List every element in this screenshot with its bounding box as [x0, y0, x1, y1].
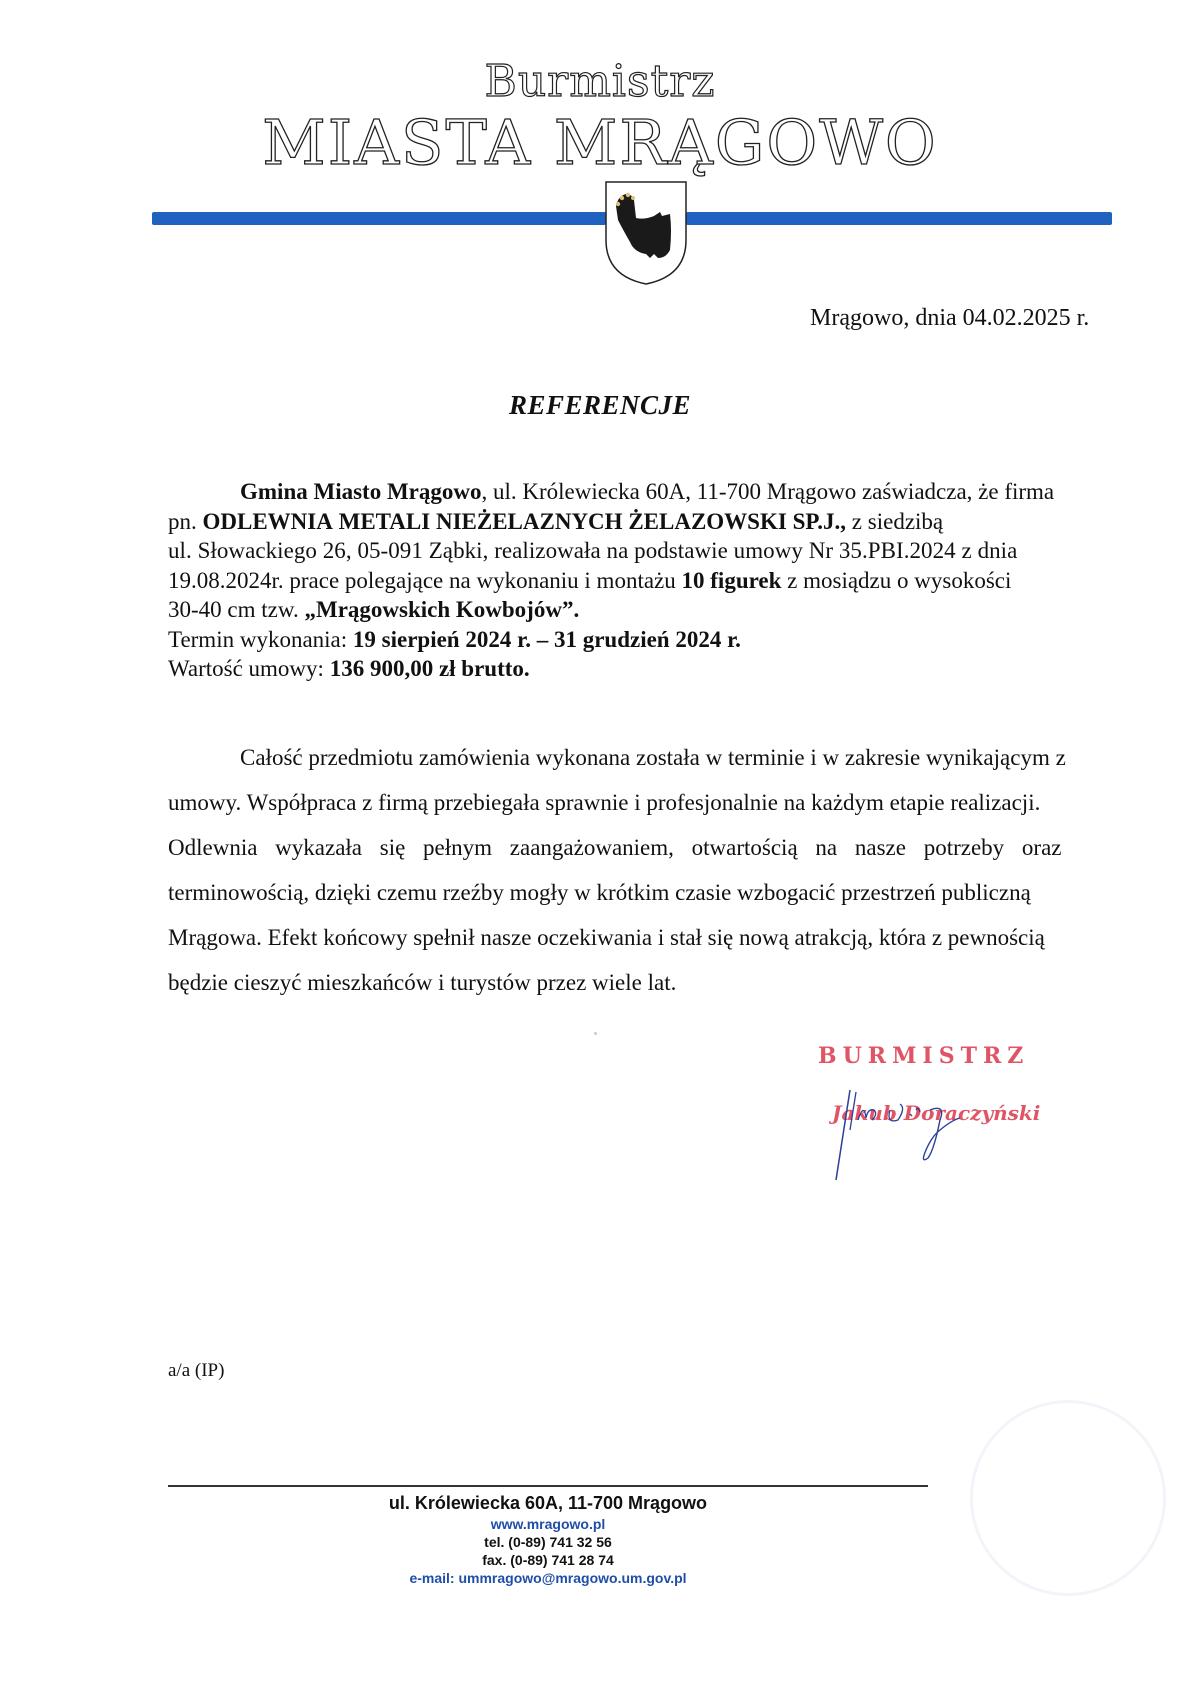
- quantity-figurines: 10 figurek: [681, 567, 782, 593]
- stamp-name: Jakub Doraczyński: [832, 1101, 1041, 1125]
- text: z mosiądzu o wysokości: [781, 567, 1012, 593]
- word: pn.: [168, 508, 197, 534]
- completion-period: 19 sierpień 2024 r. – 31 grudzień 2024 r.: [352, 626, 741, 652]
- issuer-address: , ul. Królewiecka 60A, 11-700 Mrągowo zaświadcza, że firma: [481, 479, 1055, 504]
- document-title: REFERENCJE: [508, 390, 692, 420]
- paragraph-line: będzie cieszyć mieszkańców i turystów przez wiele lat.: [168, 970, 677, 995]
- footer-website-link[interactable]: www.mragowo.pl: [490, 1516, 606, 1532]
- text: Wartość umowy:: [168, 656, 330, 681]
- company-word: SP.J.,: [792, 508, 847, 534]
- issuer-name: Gmina Miasto Mrągowo: [240, 479, 482, 504]
- paragraph-line: Odlewnia wykazała się pełnym zaangażowaniem, otwartością na nasze potrzeby oraz: [168, 835, 1062, 860]
- letterhead-title-city: MIASTA MRĄGOWO: [262, 106, 938, 179]
- paragraph-line-company: [168, 507, 1120, 537]
- scan-speck: [594, 1032, 597, 1035]
- letterhead-bar-left: [152, 212, 606, 225]
- paragraph-line: [168, 566, 1120, 596]
- letterhead-title-burmistrz: Burmistrz: [484, 56, 716, 107]
- word: siedzibą: [867, 508, 944, 534]
- paragraph-line: [168, 625, 1120, 655]
- contract-value: 136 900,00 zł brutto.: [329, 656, 530, 681]
- text: 19.08.2024r. prace polegające na wykonaniu i montażu: [168, 567, 682, 593]
- footer-address: ul. Królewiecka 60A, 11-700 Mrągowo: [388, 1493, 708, 1513]
- paragraph-line: [168, 477, 1120, 507]
- footer-contact: [168, 1491, 928, 1587]
- letterhead-bar-right: [686, 212, 1112, 225]
- footer-phone: tel. (0-89) 741 32 56: [484, 1534, 612, 1550]
- paragraph-line: Mrągowa. Efekt końcowy spełnił nasze oczekiwania i stał się nową atrakcją, która z pewnością: [168, 925, 1045, 950]
- paragraph-line: [168, 654, 1120, 684]
- company-word: ODLEWNIA: [202, 508, 333, 534]
- faint-seal-imprint: [970, 1400, 1166, 1596]
- footer-email-link[interactable]: e-mail: ummragowo@mragowo.um.gov.pl: [409, 1570, 687, 1586]
- footer-fax: fax. (0-89) 741 28 74: [482, 1552, 614, 1568]
- paragraph-line: terminowością, dzięki czemu rzeźby mogły w krótkim czasie wzbogacić przestrzeń publiczną: [168, 880, 1031, 905]
- paragraph-line: ul. Słowackiego 26, 05-091 Ząbki, realizowała na podstawie umowy Nr 35.PBI.2024 z dnia: [168, 538, 1018, 563]
- bear-paw-crest-icon: [604, 180, 688, 286]
- company-word: METALI: [338, 508, 431, 534]
- stamp-title: BURMISTRZ: [818, 1043, 1030, 1069]
- paragraph-line: Całość przedmiotu zamówienia wykonana została w terminie i w zakresie wynikającym z: [240, 745, 1066, 770]
- handwritten-signature: [820, 1080, 1000, 1190]
- project-name: „Mrągowskich Kowbojów”.: [304, 597, 580, 622]
- word: z: [851, 508, 863, 534]
- text: 30-40 cm tzw.: [168, 597, 305, 622]
- footer-divider: [168, 1485, 928, 1487]
- initials-reference: a/a (IP): [168, 1360, 225, 1381]
- paragraph-evaluation: [168, 735, 1120, 1005]
- company-word: ŻELAZOWSKI: [628, 508, 787, 534]
- paragraph-line: umowy. Współpraca z firmą przebiegała sprawnie i profesjonalnie na każdym etapie realizacji.: [168, 790, 1041, 815]
- company-word: NIEŻELAZNYCH: [435, 508, 623, 534]
- text: Termin wykonania:: [168, 626, 353, 652]
- paragraph-contract-details: [168, 477, 1120, 684]
- document-date: Mrągowo, dnia 04.02.2025 r.: [810, 305, 1090, 331]
- paragraph-line: [168, 595, 1120, 625]
